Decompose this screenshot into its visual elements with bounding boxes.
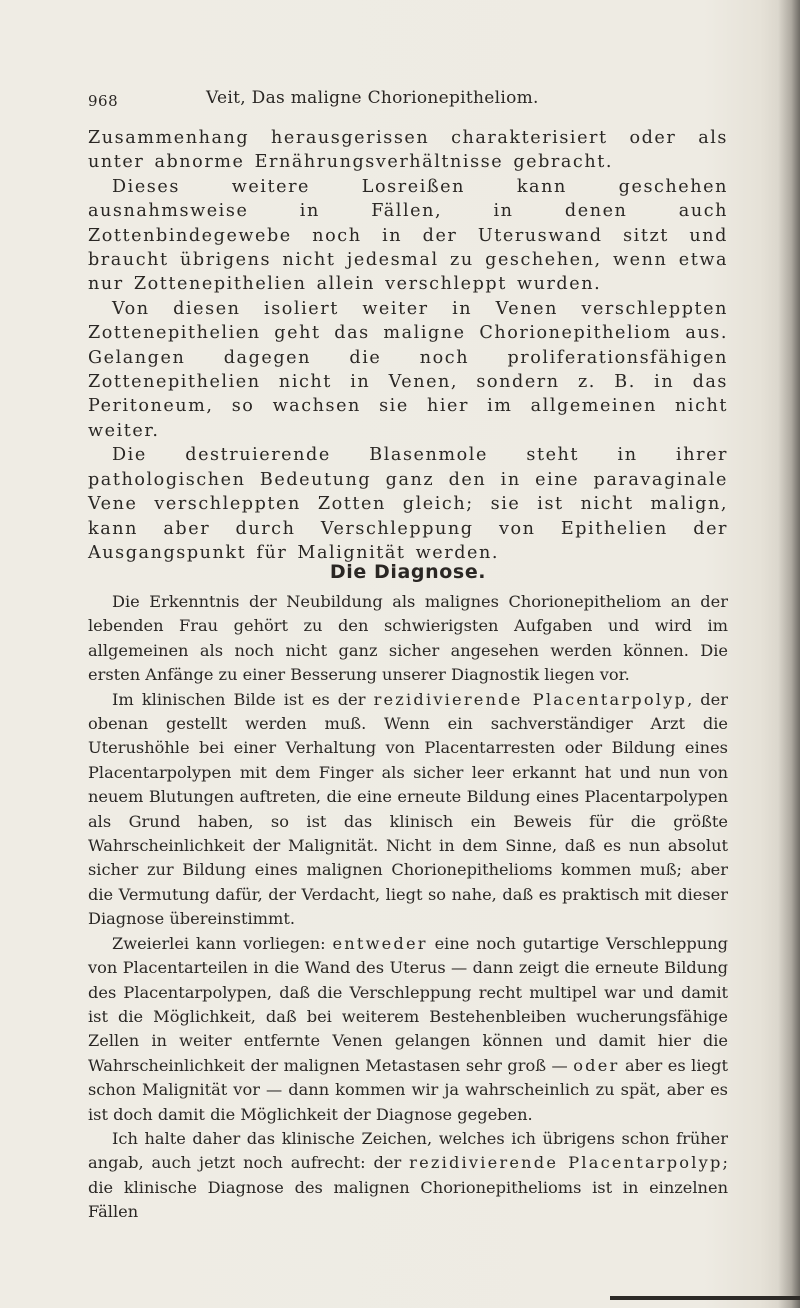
bottom-edge-mark — [610, 1296, 800, 1300]
text-run: ; die klinische Diagnose des malignen Chorionepithelioms ist in einzelnen Fällen — [88, 1153, 728, 1222]
paragraph: Zusammenhang herausgerissen charakterisiert oder als unter abnorme Ernährungsverhältnisse gebracht. — [88, 128, 728, 173]
page-header — [88, 88, 728, 116]
running-title: Veit, Das maligne Chorionepitheliom. — [206, 88, 539, 108]
emphasized-term: rezidivierende Placentarpolyp — [409, 1153, 723, 1173]
emphasized-term: rezidivierende Placentarpolyp — [373, 689, 688, 709]
text-block-top — [88, 126, 728, 565]
page-edge-shadow — [778, 0, 800, 1308]
paragraph — [88, 688, 728, 932]
paragraph: Dieses weitere Losreißen kann geschehen ausnahmsweise in Fällen, in denen auch Zottenbindegewebe noch in der Uteruswand sitzt und braucht übrigens nicht jedesmal zu geschehen, wenn etwa nur Zottenepithelien allein verschleppt wurden. — [88, 176, 728, 295]
paragraph — [88, 932, 728, 1127]
page-number: 968 — [88, 92, 119, 110]
paragraph — [88, 1127, 728, 1225]
text-block-diagnosis — [88, 590, 728, 1225]
paragraph: Die destruierende Blasenmole steht in ihrer pathologischen Bedeutung ganz den in eine paravaginale Vene verschleppten Zotten gleich; sie ist nicht malign, kann aber durch Verschleppung von Epithelien der Ausgangspunkt für Malignität werden. — [88, 445, 728, 563]
text-run: Im klinischen Bilde ist es der — [112, 689, 374, 709]
paragraph: Von diesen isoliert weiter in Venen verschleppten Zottenepithelien geht das maligne Chorionepitheliom aus. Gelangen dagegen die noch proliferationsfähigen Zottenepithelien nicht in Venen, sondern z. B. in das Peritoneum, so wachsen sie hier im allgemeinen nicht weiter. — [88, 298, 728, 441]
emphasized-term: entweder — [332, 933, 428, 953]
text-run: , der obenan gestellt werden muß. Wenn ein sachverständiger Arzt die Uterushöhle bei einer Verhaltung von Placentarresten oder Bildung eines Placentarpolypen mit dem Finger als sicher leer erkannt hat und nun von neuem Blutungen auftreten, die eine erneute Bildung eines Placentarpolypen als Grund haben, so ist das klinisch ein Beweis für die größte Wahrscheinlichkeit der Malignität. Nicht in dem Sinne, daß es nun absolut sicher zur Bildung eines malignen Chorionepithelioms kommen muß; aber die Vermutung dafür, der Verdacht, liegt so nahe, daß es praktisch mit dieser Diagnose übereinstimmt. — [88, 689, 728, 929]
emphasized-term: oder — [573, 1055, 620, 1075]
text-run: Ich halte daher das klinische Zeichen, welches ich übrigens schon früher angab, auch jetzt noch aufrecht: der — [88, 1128, 728, 1173]
text-run: aber es liegt schon Malignität vor — dann kommen wir ja wahrscheinlich zu spät, aber es ist doch damit die Möglichkeit der Diagnose gegeben. — [88, 1055, 728, 1124]
section-heading: Die Diagnose. — [329, 561, 487, 583]
text-run: Zweierlei kann vorliegen: — [112, 933, 333, 953]
text-run: eine noch gutartige Verschleppung von Placentarteilen in die Wand des Uterus — dann zeigt die erneute Bildung des Placentarpolypen, daß die Verschleppung recht multipel war und damit ist die Möglichkeit, daß bei weiterem Bestehenbleiben wucherungsfähige Zellen in weiter entfernte Venen gelangen können und damit hier die Wahrscheinlichkeit der malignen Metastasen sehr groß — — [88, 933, 728, 1075]
paragraph: Die Erkenntnis der Neubildung als malignes Chorionepitheliom an der lebenden Frau gehört zu den schwierigsten Aufgaben und wird im allgemeinen als noch nicht ganz sicher angesehen werden können. Die ersten Anfänge zu einer Besserung unserer Diagnostik liegen vor. — [88, 592, 728, 685]
